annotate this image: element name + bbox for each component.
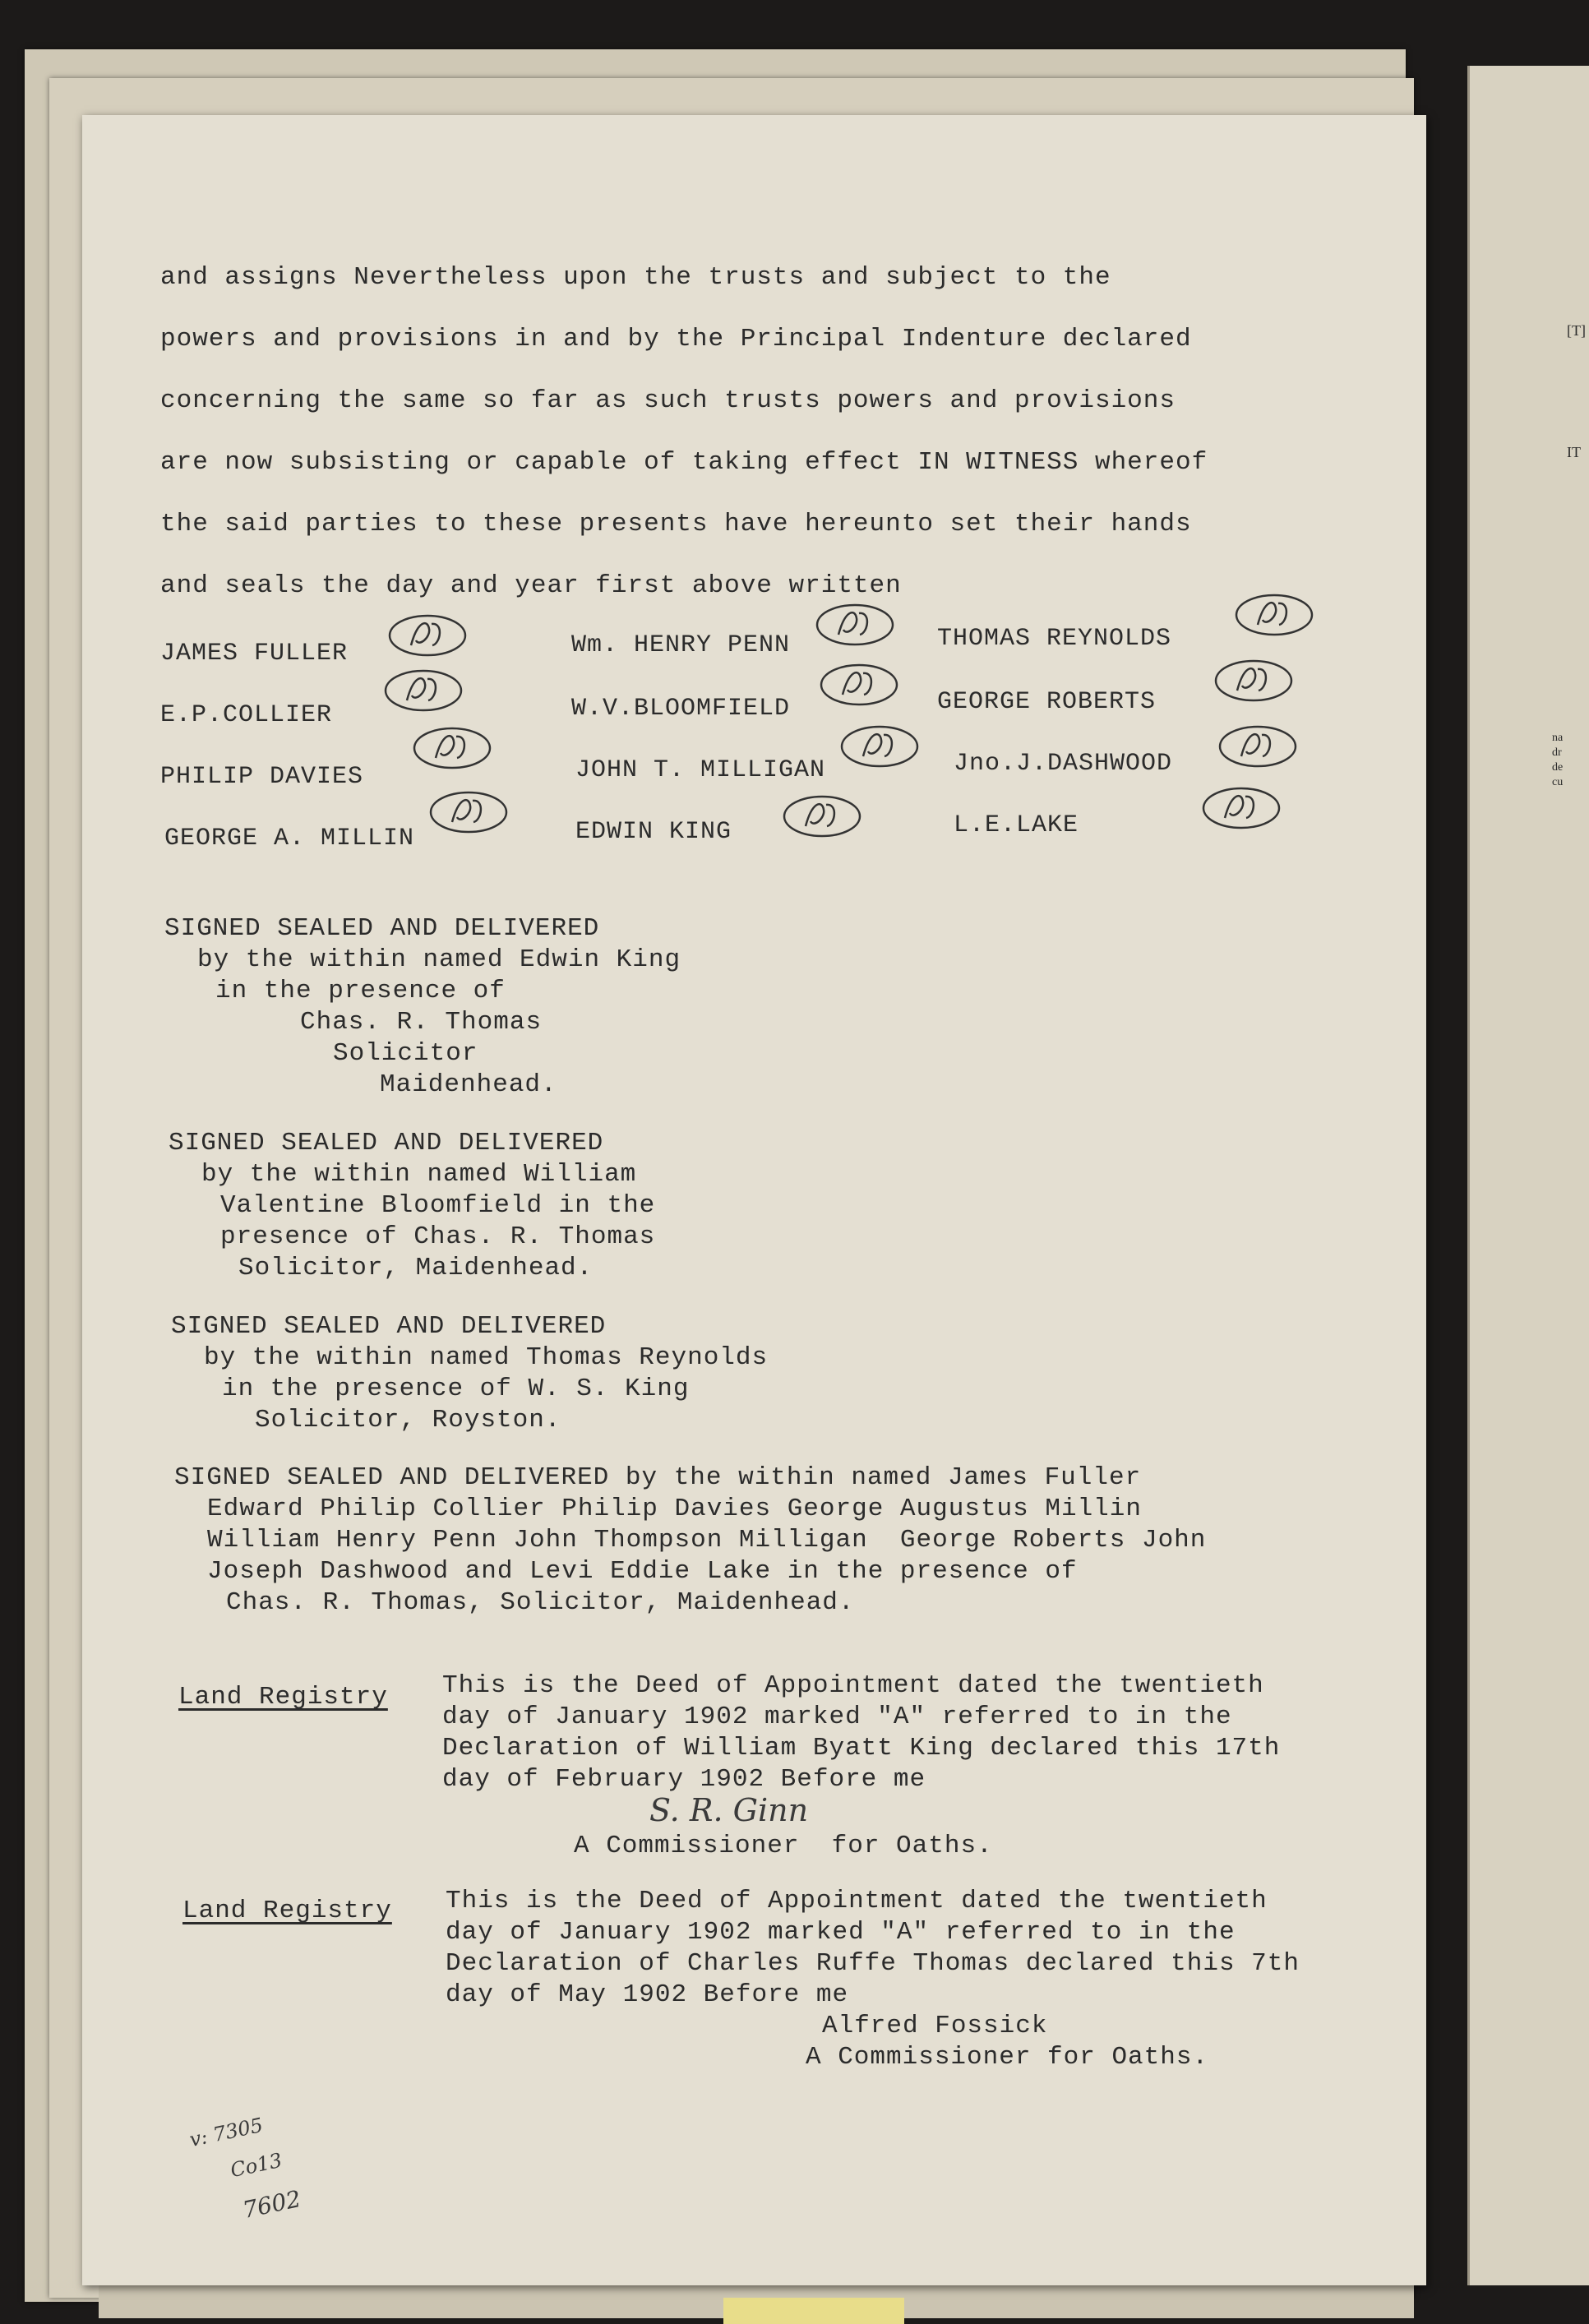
commissioner-title: A Commissioner for Oaths. (806, 2043, 1209, 2072)
signatory-name: JOHN T. MILLIGAN (575, 756, 826, 784)
commissioner-signature: S. R. Ginn (649, 1792, 809, 1828)
margin-note: 7602 (240, 2184, 303, 2225)
signatory-name: GEORGE ROBERTS (937, 688, 1157, 716)
attestation-line: in the presence of W. S. King (222, 1375, 690, 1403)
attestation-line: Chas. R. Thomas (300, 1008, 543, 1037)
signatory-name: L.E.LAKE (954, 811, 1079, 839)
margin-note: v: 7305 (187, 2113, 266, 2152)
wax-seal-icon (814, 602, 896, 648)
attestation-line: Chas. R. Thomas, Solicitor, Maidenhead. (226, 1588, 855, 1617)
attestation-line: Valentine Bloomfield in the (220, 1191, 656, 1220)
wax-seal-icon (411, 725, 493, 771)
registry-line: day of January 1902 marked "A" referred to in the (442, 1703, 1232, 1731)
signatory-name: Wm. HENRY PENN (571, 631, 791, 659)
signatory-name: THOMAS REYNOLDS (937, 625, 1172, 653)
registry-line: day of January 1902 marked "A" referred to in the (446, 1918, 1236, 1947)
attestation-line: Solicitor, Maidenhead. (238, 1254, 594, 1282)
registry-line: day of May 1902 Before me (446, 1980, 849, 2009)
body-line: the said parties to these presents have hereunto set their hands (160, 510, 1192, 538)
registry-line: This is the Deed of Appointment dated the twentieth (446, 1887, 1268, 1915)
wax-seal-icon (1213, 658, 1295, 704)
attestation-line: Solicitor, Royston. (255, 1406, 561, 1435)
signatory-name: EDWIN KING (575, 818, 732, 846)
deed-page (82, 115, 1426, 2285)
attestation-line: Joseph Dashwood and Levi Eddie Lake in the presence of (207, 1557, 1078, 1586)
wax-seal-icon (781, 793, 863, 839)
signatory-name: W.V.BLOOMFIELD (571, 695, 791, 723)
paper-tab (723, 2298, 904, 2324)
attestation-line: William Henry Penn John Thompson Milligan George Roberts John (207, 1526, 1207, 1555)
registry-line: Declaration of Charles Ruffe Thomas declared this 7th (446, 1949, 1300, 1978)
facing-page-fragment: de (1552, 761, 1564, 774)
registry-line: day of February 1902 Before me (442, 1765, 926, 1794)
wax-seal-icon (1217, 723, 1299, 769)
wax-seal-icon (1233, 592, 1315, 638)
wax-seal-icon (818, 662, 900, 708)
attestation-line: SIGNED SEALED AND DELIVERED by the within named James Fuller (174, 1463, 1142, 1492)
attestation-line: by the within named William (201, 1160, 637, 1189)
commissioner-title: A Commissioner for Oaths. (574, 1832, 993, 1860)
body-line: and seals the day and year first above written (160, 571, 902, 600)
attestation-line: Solicitor (333, 1039, 478, 1068)
wax-seal-icon (1200, 785, 1282, 831)
body-line: concerning the same so far as such trusts powers and provisions (160, 386, 1176, 415)
signatory-name: GEORGE A. MILLIN (164, 825, 415, 852)
facing-page-fragment: cu (1552, 776, 1564, 788)
facing-page (1467, 66, 1589, 2285)
attestation-line: Maidenhead. (380, 1070, 557, 1099)
attestation-line: SIGNED SEALED AND DELIVERED (169, 1129, 604, 1157)
body-line: are now subsisting or capable of taking effect IN WITNESS whereof (160, 448, 1208, 477)
wax-seal-icon (838, 723, 921, 769)
signatory-name: PHILIP DAVIES (160, 763, 364, 791)
margin-note: Co13 (228, 2148, 284, 2183)
attestation-line: SIGNED SEALED AND DELIVERED (171, 1312, 607, 1341)
facing-page-fragment: na (1552, 732, 1564, 744)
land-registry-label: Land Registry (178, 1683, 388, 1712)
attestation-line: by the within named Thomas Reynolds (204, 1343, 769, 1372)
body-line: powers and provisions in and by the Principal Indenture declared (160, 325, 1192, 353)
registry-line: Declaration of William Byatt King declared this 17th (442, 1734, 1281, 1763)
wax-seal-icon (427, 789, 510, 835)
attestation-line: Edward Philip Collier Philip Davies George Augustus Millin (207, 1495, 1142, 1523)
wax-seal-icon (382, 668, 464, 714)
commissioner-name: Alfred Fossick (822, 2012, 1048, 2040)
wax-seal-icon (386, 612, 469, 658)
facing-page-fragment: IT (1567, 444, 1581, 460)
land-registry-label: Land Registry (182, 1897, 392, 1925)
attestation-line: presence of Chas. R. Thomas (220, 1222, 656, 1251)
registry-line: This is the Deed of Appointment dated the twentieth (442, 1671, 1264, 1700)
signatory-name: JAMES FULLER (160, 640, 349, 668)
signatory-name: Jno.J.DASHWOOD (954, 750, 1173, 778)
attestation-line: by the within named Edwin King (197, 945, 681, 974)
signatory-name: E.P.COLLIER (160, 701, 333, 729)
attestation-line: in the presence of (215, 977, 506, 1005)
body-line: and assigns Nevertheless upon the trusts and subject to the (160, 263, 1111, 292)
facing-page-fragment: dr (1552, 746, 1562, 759)
facing-page-fragment: [T] (1567, 322, 1586, 339)
attestation-line: SIGNED SEALED AND DELIVERED (164, 914, 600, 943)
